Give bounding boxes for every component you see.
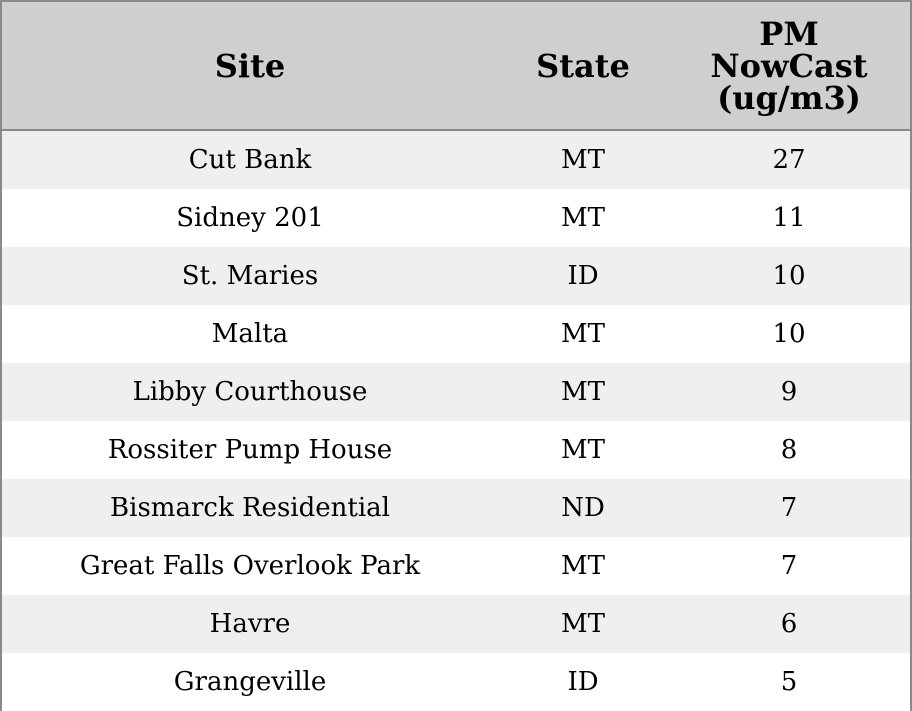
table-row xyxy=(2,247,910,305)
pm-value-cell: 7 xyxy=(780,551,798,581)
table-row xyxy=(2,421,910,479)
column-header-site-text xyxy=(214,46,286,85)
table-row xyxy=(2,363,910,421)
site-cell: Grangeville xyxy=(173,667,327,697)
pm-value-cell: 8 xyxy=(780,435,798,465)
table-row xyxy=(2,595,910,653)
site-cell: Havre xyxy=(209,609,291,639)
pm-value-cell: 27 xyxy=(772,145,806,175)
pm-value-cell: 11 xyxy=(772,203,806,233)
site-cell: Malta xyxy=(211,319,289,349)
site-cell: St. Maries xyxy=(181,261,319,291)
column-header-site xyxy=(2,2,498,129)
column-header-site-line: Site xyxy=(214,46,286,85)
column-header-state xyxy=(483,2,683,129)
state-cell: MT xyxy=(561,377,605,407)
site-cell: Great Falls Overlook Park xyxy=(79,551,421,581)
site-cell: Libby Courthouse xyxy=(132,377,368,407)
state-cell: MT xyxy=(561,203,605,233)
column-header-pm-nowcast xyxy=(683,2,895,129)
column-header-pm-nowcast-text xyxy=(710,14,868,117)
table-row xyxy=(2,479,910,537)
state-cell: MT xyxy=(561,435,605,465)
column-header-pm-line: NowCast xyxy=(710,46,868,85)
state-cell: ID xyxy=(567,261,599,291)
state-cell: ND xyxy=(561,493,605,523)
pm-value-cell: 10 xyxy=(772,319,806,349)
table-row xyxy=(2,131,910,189)
site-cell: Cut Bank xyxy=(188,145,312,175)
state-cell: MT xyxy=(561,145,605,175)
table-row xyxy=(2,305,910,363)
table-row xyxy=(2,653,910,711)
table-header xyxy=(2,2,910,131)
pm-value-cell: 7 xyxy=(780,493,798,523)
state-cell: ID xyxy=(567,667,599,697)
pm-value-cell: 9 xyxy=(780,377,798,407)
pm-value-cell: 10 xyxy=(772,261,806,291)
site-cell: Bismarck Residential xyxy=(110,493,390,523)
pm-value-cell: 6 xyxy=(780,609,798,639)
table-row xyxy=(2,189,910,247)
column-header-pm-line: (ug/m3) xyxy=(717,78,861,117)
table-row xyxy=(2,537,910,595)
site-cell: Rossiter Pump House xyxy=(107,435,393,465)
table-body xyxy=(2,131,910,711)
pm-value-cell: 5 xyxy=(780,667,798,697)
state-cell: MT xyxy=(561,551,605,581)
site-cell: Sidney 201 xyxy=(176,203,324,233)
column-header-pm-line: PM xyxy=(759,14,819,53)
column-header-state-text xyxy=(536,46,630,85)
state-cell: MT xyxy=(561,609,605,639)
state-cell: MT xyxy=(561,319,605,349)
column-header-state-line: State xyxy=(536,46,630,85)
